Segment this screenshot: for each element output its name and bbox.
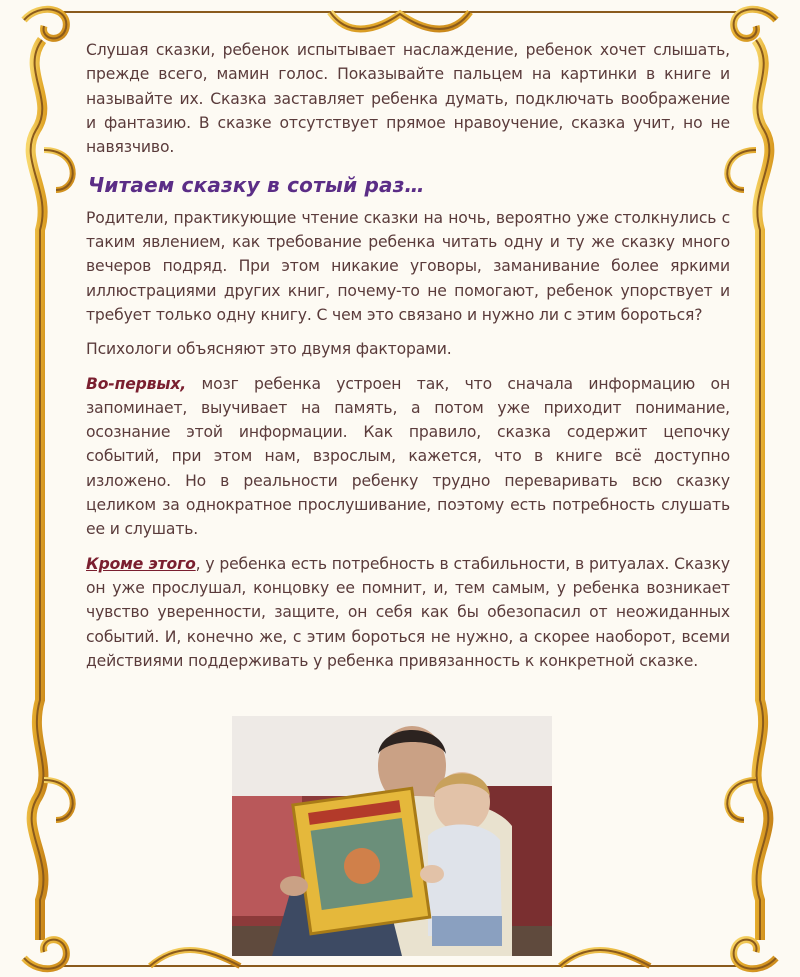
- paragraph-4-lead: Кроме этого: [86, 554, 196, 573]
- father-reading-photo: [232, 716, 552, 956]
- paragraph-4: [86, 552, 730, 673]
- section-heading: Читаем сказку в сотый раз…: [88, 173, 425, 198]
- paragraph-2: Психологи объясняют это двумя факторами.: [86, 340, 452, 359]
- paragraph-3-text: мозг ребенка устроен так, что сначала информацию он запоминает, выучивает на память, а потом уже приходит понимание, осознание этой информации. Как правило, сказка содержит цепочку событий, при этом нам, взрослым, кажется, что в книге всё доступно изложено. Но в реальности ребенку трудно переваривать всю сказку целиком за однократное прослушивание, поэтому есть потребность слушать ее и слушать.: [86, 374, 730, 539]
- paragraph-4-text: , у ребенка есть потребность в стабильности, в ритуалах. Сказку он уже прослушал, концовку ее помнит, и, тем самым, у ребенка возникает чувство уверенности, защите, он себя как бы обезопасил от неожиданных событий. И, конечно же, с этим бороться не нужно, а скорее наоборот, всеми действиями поддерживать у ребенка привязанность к конкретной сказке.: [86, 554, 730, 670]
- paragraph-1: Родители, практикующие чтение сказки на ночь, вероятно уже столкнулись с таким явлением, как требование ребенка читать одну и ту же сказку много вечеров подряд. При этом никакие уговоры, заманивание более яркими иллюстрациями других книг, почему-то не помогают, ребенок упорствует и требует только одну книгу. С чем это связано и нужно ли с этим бороться?: [86, 208, 730, 324]
- article-body: [86, 38, 730, 683]
- intro-paragraph: Слушая сказки, ребенок испытывает наслаждение, ребенок хочет слышать, прежде всего, мамин голос. Показывайте пальцем на картинки в книге и называйте их. Сказка заставляет ребенка думать, подключать воображение и фантазию. В сказке отсутствует прямое нравоучение, сказка учит, но не навязчиво.: [86, 41, 730, 157]
- paragraph-3-lead: Во-первых,: [86, 374, 187, 393]
- paragraph-3: [86, 372, 730, 542]
